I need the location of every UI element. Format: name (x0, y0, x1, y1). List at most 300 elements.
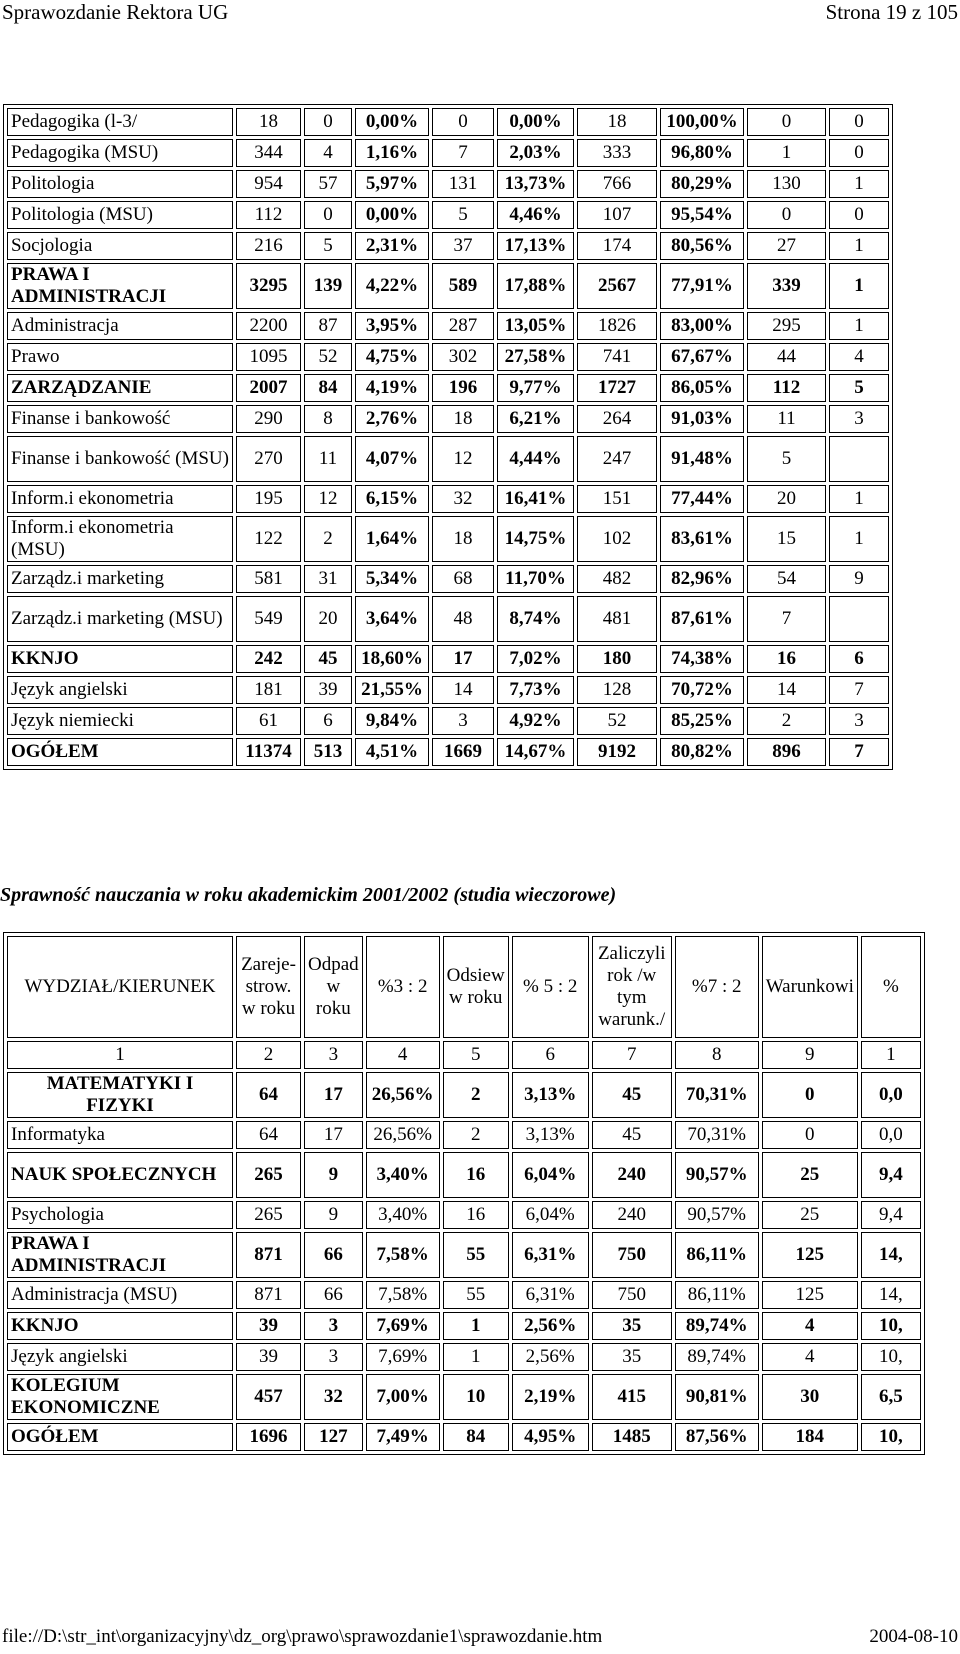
table-cell: 270 (236, 436, 301, 482)
table-row (7, 1201, 921, 1229)
row-name: Inform.i ekonometria (MSU) (7, 516, 233, 562)
table-cell: 57 (304, 170, 352, 198)
table-cell: 64 (236, 1121, 301, 1149)
column-number: 9 (762, 1041, 858, 1069)
table-row (7, 374, 889, 402)
table-cell: 0,0 (861, 1121, 921, 1149)
table-cell: 1669 (432, 738, 494, 766)
table-cell: 4,51% (355, 738, 429, 766)
table-cell: 14 (747, 676, 826, 704)
table-row (7, 707, 889, 735)
table-cell: 589 (432, 263, 494, 309)
table-row (7, 232, 889, 260)
table-cell: 3,40% (366, 1152, 440, 1198)
table-cell: 2,19% (512, 1374, 589, 1420)
table-cell: 16,41% (497, 485, 574, 513)
table-row (7, 596, 889, 642)
table-cell: 0 (829, 201, 889, 229)
table-cell: 2 (443, 1121, 509, 1149)
table-cell: 2,76% (355, 405, 429, 433)
page-number: Strona 19 z 105 (825, 0, 958, 24)
table-cell: 0,0 (861, 1072, 921, 1118)
table-cell: 20 (747, 485, 826, 513)
table-cell: 5 (829, 374, 889, 402)
table-cell: 30 (762, 1374, 858, 1420)
table-cell: 7,69% (366, 1312, 440, 1340)
table-cell: 3,40% (366, 1201, 440, 1229)
table-row (7, 1343, 921, 1371)
table-cell: 2200 (236, 312, 301, 340)
table-cell: 80,56% (660, 232, 744, 260)
table-cell: 80,82% (660, 738, 744, 766)
table-cell: 7,58% (366, 1281, 440, 1309)
table-cell: 52 (304, 343, 352, 371)
table-row (7, 1423, 921, 1451)
table-cell: 14,67% (497, 738, 574, 766)
table-cell: 2,56% (512, 1343, 589, 1371)
table-cell: 125 (762, 1232, 858, 1278)
table-cell: 180 (577, 645, 657, 673)
table-cell: 482 (577, 565, 657, 593)
table-cell: 17 (432, 645, 494, 673)
table-cell: 333 (577, 139, 657, 167)
table-cell: 1485 (592, 1423, 672, 1451)
table-cell: 127 (304, 1423, 363, 1451)
table-cell: 2,31% (355, 232, 429, 260)
table-cell: 7,02% (497, 645, 574, 673)
table-row (7, 645, 889, 673)
table-cell: 2,56% (512, 1312, 589, 1340)
table-row (7, 108, 889, 136)
table-cell: 107 (577, 201, 657, 229)
table-cell: 85,25% (660, 707, 744, 735)
row-name: Język angielski (7, 676, 233, 704)
table-cell: 26,56% (366, 1121, 440, 1149)
table-2 (3, 932, 925, 1455)
table-cell: 295 (747, 312, 826, 340)
table-cell: 11374 (236, 738, 301, 766)
table-row (7, 1121, 921, 1149)
table-cell: 1,64% (355, 516, 429, 562)
table-cell: 83,61% (660, 516, 744, 562)
table-cell: 16 (443, 1152, 509, 1198)
table-cell: 14, (861, 1281, 921, 1309)
table-cell: 457 (236, 1374, 301, 1420)
table-row (7, 263, 889, 309)
table-cell: 5,97% (355, 170, 429, 198)
table-cell: 871 (236, 1281, 301, 1309)
table-cell: 39 (236, 1343, 301, 1371)
table-cell: 1 (829, 312, 889, 340)
table-cell: 766 (577, 170, 657, 198)
row-name: Inform.i ekonometria (7, 485, 233, 513)
table-cell: 66 (304, 1232, 363, 1278)
column-number: 6 (512, 1041, 589, 1069)
row-name: MATEMATYKI I FIZYKI (7, 1072, 233, 1118)
table-cell: 0 (829, 139, 889, 167)
table-cell: 4,46% (497, 201, 574, 229)
table-cell: 18 (577, 108, 657, 136)
row-name: Zarządz.i marketing (7, 565, 233, 593)
table-cell: 10 (443, 1374, 509, 1420)
table-cell: 87,61% (660, 596, 744, 642)
table-cell: 7,00% (366, 1374, 440, 1420)
table-cell: 125 (762, 1281, 858, 1309)
row-name: Socjologia (7, 232, 233, 260)
page-footer (0, 1626, 960, 1652)
table-cell: 13,73% (497, 170, 574, 198)
column-header: % 5 : 2 (512, 936, 589, 1038)
table-cell: 0 (762, 1121, 858, 1149)
row-name: OGÓŁEM (7, 738, 233, 766)
table-cell: 74,38% (660, 645, 744, 673)
table-cell: 17,88% (497, 263, 574, 309)
table-cell: 6 (829, 645, 889, 673)
table-cell: 130 (747, 170, 826, 198)
table-cell: 70,72% (660, 676, 744, 704)
table-cell: 302 (432, 343, 494, 371)
row-name: Politologia (7, 170, 233, 198)
table-cell: 18 (236, 108, 301, 136)
table-cell: 10, (861, 1423, 921, 1451)
table-cell: 77,91% (660, 263, 744, 309)
table-cell: 10, (861, 1312, 921, 1340)
table-cell: 4,44% (497, 436, 574, 482)
column-header: %3 : 2 (366, 936, 440, 1038)
table-cell: 3 (432, 707, 494, 735)
row-name: OGÓŁEM (7, 1423, 233, 1451)
column-header: Odsiew w roku (443, 936, 509, 1038)
column-header: WYDZIAŁ/KIERUNEK (7, 936, 233, 1038)
table-cell: 35 (592, 1312, 672, 1340)
table-cell: 741 (577, 343, 657, 371)
column-header: Odpad w roku (304, 936, 363, 1038)
table-cell: 1 (829, 485, 889, 513)
table-cell: 0,00% (355, 108, 429, 136)
table-row (7, 516, 889, 562)
table-cell: 954 (236, 170, 301, 198)
header-row (7, 936, 921, 1038)
row-name: Zarządz.i marketing (MSU) (7, 596, 233, 642)
table-cell: 67,67% (660, 343, 744, 371)
table-cell: 91,48% (660, 436, 744, 482)
table-cell: 87,56% (675, 1423, 759, 1451)
table-cell: 871 (236, 1232, 301, 1278)
row-name: KOLEGIUM EKONOMICZNE (7, 1374, 233, 1420)
table-cell: 13,05% (497, 312, 574, 340)
table-cell: 54 (747, 565, 826, 593)
table-cell: 1727 (577, 374, 657, 402)
table-cell: 11 (747, 405, 826, 433)
table-cell: 11 (304, 436, 352, 482)
table-cell: 44 (747, 343, 826, 371)
table-cell: 1 (829, 232, 889, 260)
table-cell: 1095 (236, 343, 301, 371)
table-cell: 91,03% (660, 405, 744, 433)
table-cell: 181 (236, 676, 301, 704)
table-cell: 5 (304, 232, 352, 260)
table-cell: 9,84% (355, 707, 429, 735)
table-cell: 48 (432, 596, 494, 642)
column-number-row (7, 1041, 921, 1069)
row-name: KKNJO (7, 1312, 233, 1340)
row-name: KKNJO (7, 645, 233, 673)
table-cell: 4,19% (355, 374, 429, 402)
table-cell: 344 (236, 139, 301, 167)
table-cell: 6,5 (861, 1374, 921, 1420)
table-cell: 9,4 (861, 1152, 921, 1198)
table-cell: 45 (592, 1072, 672, 1118)
table-cell: 122 (236, 516, 301, 562)
table-cell: 6 (304, 707, 352, 735)
table-cell: 1 (829, 516, 889, 562)
table-cell: 102 (577, 516, 657, 562)
row-name: Język angielski (7, 1343, 233, 1371)
table-row (7, 436, 889, 482)
table-cell: 7,58% (366, 1232, 440, 1278)
table-cell: 139 (304, 263, 352, 309)
table-cell: 77,44% (660, 485, 744, 513)
table-cell: 247 (577, 436, 657, 482)
table-cell: 0 (747, 201, 826, 229)
table-row (7, 1374, 921, 1420)
table-cell: 89,74% (675, 1343, 759, 1371)
table-cell: 86,11% (675, 1281, 759, 1309)
table-cell: 20 (304, 596, 352, 642)
table-cell: 128 (577, 676, 657, 704)
table-cell: 7,73% (497, 676, 574, 704)
table-cell: 6,21% (497, 405, 574, 433)
table-cell: 4 (762, 1312, 858, 1340)
column-number: 8 (675, 1041, 759, 1069)
table-cell: 896 (747, 738, 826, 766)
table-row (7, 738, 889, 766)
table-cell: 112 (236, 201, 301, 229)
table-cell: 12 (432, 436, 494, 482)
table-cell: 8,74% (497, 596, 574, 642)
table-cell: 66 (304, 1281, 363, 1309)
table-cell: 0 (747, 108, 826, 136)
page-header (0, 0, 960, 26)
table-cell: 4,22% (355, 263, 429, 309)
table-cell: 9,4 (861, 1201, 921, 1229)
table-cell: 3,64% (355, 596, 429, 642)
column-number: 1 (861, 1041, 921, 1069)
table-cell: 1 (443, 1312, 509, 1340)
row-name: Finanse i bankowość (7, 405, 233, 433)
column-number: 5 (443, 1041, 509, 1069)
table-cell: 265 (236, 1152, 301, 1198)
table-cell: 2007 (236, 374, 301, 402)
table-cell: 96,80% (660, 139, 744, 167)
column-header: Zareje-strow. w roku (236, 936, 301, 1038)
table-cell: 6,04% (512, 1152, 589, 1198)
table-row (7, 1072, 921, 1118)
column-header: %7 : 2 (675, 936, 759, 1038)
table-cell: 4 (762, 1343, 858, 1371)
table-cell: 750 (592, 1232, 672, 1278)
table-cell: 89,74% (675, 1312, 759, 1340)
row-name: ZARZĄDZANIE (7, 374, 233, 402)
row-name: NAUK SPOŁECZNYCH (7, 1152, 233, 1198)
column-number: 3 (304, 1041, 363, 1069)
table-row (7, 343, 889, 371)
table-cell: 7,69% (366, 1343, 440, 1371)
table-cell: 9 (304, 1152, 363, 1198)
table-row (7, 1152, 921, 1198)
table-cell: 39 (236, 1312, 301, 1340)
table-cell: 7 (432, 139, 494, 167)
table-cell: 9192 (577, 738, 657, 766)
table-cell: 151 (577, 485, 657, 513)
row-name: Informatyka (7, 1121, 233, 1149)
table-cell: 83,00% (660, 312, 744, 340)
table-cell: 16 (747, 645, 826, 673)
table-cell: 17 (304, 1072, 363, 1118)
table-cell: 6,31% (512, 1232, 589, 1278)
table-cell: 39 (304, 676, 352, 704)
table-cell: 7 (829, 676, 889, 704)
table-cell: 45 (592, 1121, 672, 1149)
table-row (7, 312, 889, 340)
table-cell: 61 (236, 707, 301, 735)
table-cell: 195 (236, 485, 301, 513)
table-cell: 4 (304, 139, 352, 167)
table-cell (829, 596, 889, 642)
table-cell: 290 (236, 405, 301, 433)
table-row (7, 565, 889, 593)
table-cell: 265 (236, 1201, 301, 1229)
table-cell: 11,70% (497, 565, 574, 593)
column-number: 4 (366, 1041, 440, 1069)
row-name: Język niemiecki (7, 707, 233, 735)
table-cell: 3295 (236, 263, 301, 309)
table-cell: 21,55% (355, 676, 429, 704)
table-cell: 3 (829, 405, 889, 433)
table-cell: 17,13% (497, 232, 574, 260)
table-cell: 27 (747, 232, 826, 260)
table-cell (829, 436, 889, 482)
table-row (7, 139, 889, 167)
row-name: Pedagogika (MSU) (7, 139, 233, 167)
table-cell: 6,15% (355, 485, 429, 513)
table-cell: 240 (592, 1201, 672, 1229)
table-cell: 52 (577, 707, 657, 735)
table-cell: 70,31% (675, 1121, 759, 1149)
table-cell: 112 (747, 374, 826, 402)
table-cell: 14 (432, 676, 494, 704)
table-cell: 242 (236, 645, 301, 673)
table-cell: 18,60% (355, 645, 429, 673)
table-cell: 84 (304, 374, 352, 402)
table-cell: 4,07% (355, 436, 429, 482)
table-cell: 415 (592, 1374, 672, 1420)
row-name: Finanse i bankowość (MSU) (7, 436, 233, 482)
table-cell: 4,75% (355, 343, 429, 371)
table-cell: 16 (443, 1201, 509, 1229)
table-cell: 68 (432, 565, 494, 593)
table-cell: 3,13% (512, 1072, 589, 1118)
column-number: 2 (236, 1041, 301, 1069)
file-path: file://D:\str_int\organizacyjny\dz_org\prawo\sprawozdanie1\sprawozdanie.htm (2, 1626, 603, 1647)
table-cell: 0 (304, 108, 352, 136)
table-cell: 264 (577, 405, 657, 433)
column-number: 7 (592, 1041, 672, 1069)
table-cell: 37 (432, 232, 494, 260)
row-name: Administracja (7, 312, 233, 340)
table-cell: 32 (304, 1374, 363, 1420)
table-cell: 1 (747, 139, 826, 167)
column-header: Warunkowi (762, 936, 858, 1038)
table-cell: 14,75% (497, 516, 574, 562)
table-cell: 1,16% (355, 139, 429, 167)
table-cell: 80,29% (660, 170, 744, 198)
table-cell: 581 (236, 565, 301, 593)
column-header: % (861, 936, 921, 1038)
table-cell: 26,56% (366, 1072, 440, 1118)
table-cell: 4 (829, 343, 889, 371)
table-cell: 70,31% (675, 1072, 759, 1118)
table-cell: 90,81% (675, 1374, 759, 1420)
table-cell: 14, (861, 1232, 921, 1278)
table-cell: 549 (236, 596, 301, 642)
table-cell: 2,03% (497, 139, 574, 167)
table-cell: 2 (443, 1072, 509, 1118)
row-name: Psychologia (7, 1201, 233, 1229)
table-cell: 55 (443, 1232, 509, 1278)
table-cell: 84 (443, 1423, 509, 1451)
table-cell: 1696 (236, 1423, 301, 1451)
table-cell: 3 (304, 1343, 363, 1371)
table-caption: Sprawność nauczania w roku akademickim 2001/2002 (studia wieczorowe) (0, 884, 617, 906)
table-cell: 0,00% (497, 108, 574, 136)
table-cell: 25 (762, 1201, 858, 1229)
table-cell: 1 (829, 170, 889, 198)
table-cell: 287 (432, 312, 494, 340)
table-cell: 90,57% (675, 1201, 759, 1229)
table-cell: 0 (762, 1072, 858, 1118)
table-cell: 3,13% (512, 1121, 589, 1149)
table-cell: 12 (304, 485, 352, 513)
table-cell: 55 (443, 1281, 509, 1309)
table-cell: 131 (432, 170, 494, 198)
table-cell: 1 (829, 263, 889, 309)
row-name: Prawo (7, 343, 233, 371)
table-cell: 4,95% (512, 1423, 589, 1451)
table-cell: 35 (592, 1343, 672, 1371)
table-cell: 64 (236, 1072, 301, 1118)
table-row (7, 676, 889, 704)
table-cell: 45 (304, 645, 352, 673)
table-row (7, 405, 889, 433)
table-cell: 1826 (577, 312, 657, 340)
table-cell: 15 (747, 516, 826, 562)
table-cell: 5,34% (355, 565, 429, 593)
table-row (7, 201, 889, 229)
table-cell: 27,58% (497, 343, 574, 371)
table-cell: 31 (304, 565, 352, 593)
table-cell: 25 (762, 1152, 858, 1198)
column-number: 1 (7, 1041, 233, 1069)
table-cell: 82,96% (660, 565, 744, 593)
table-cell: 18 (432, 405, 494, 433)
table-cell: 481 (577, 596, 657, 642)
table-cell: 3 (829, 707, 889, 735)
table-cell: 6,04% (512, 1201, 589, 1229)
table-cell: 9,77% (497, 374, 574, 402)
table-cell: 174 (577, 232, 657, 260)
efficiency-table-evening (3, 932, 960, 1552)
